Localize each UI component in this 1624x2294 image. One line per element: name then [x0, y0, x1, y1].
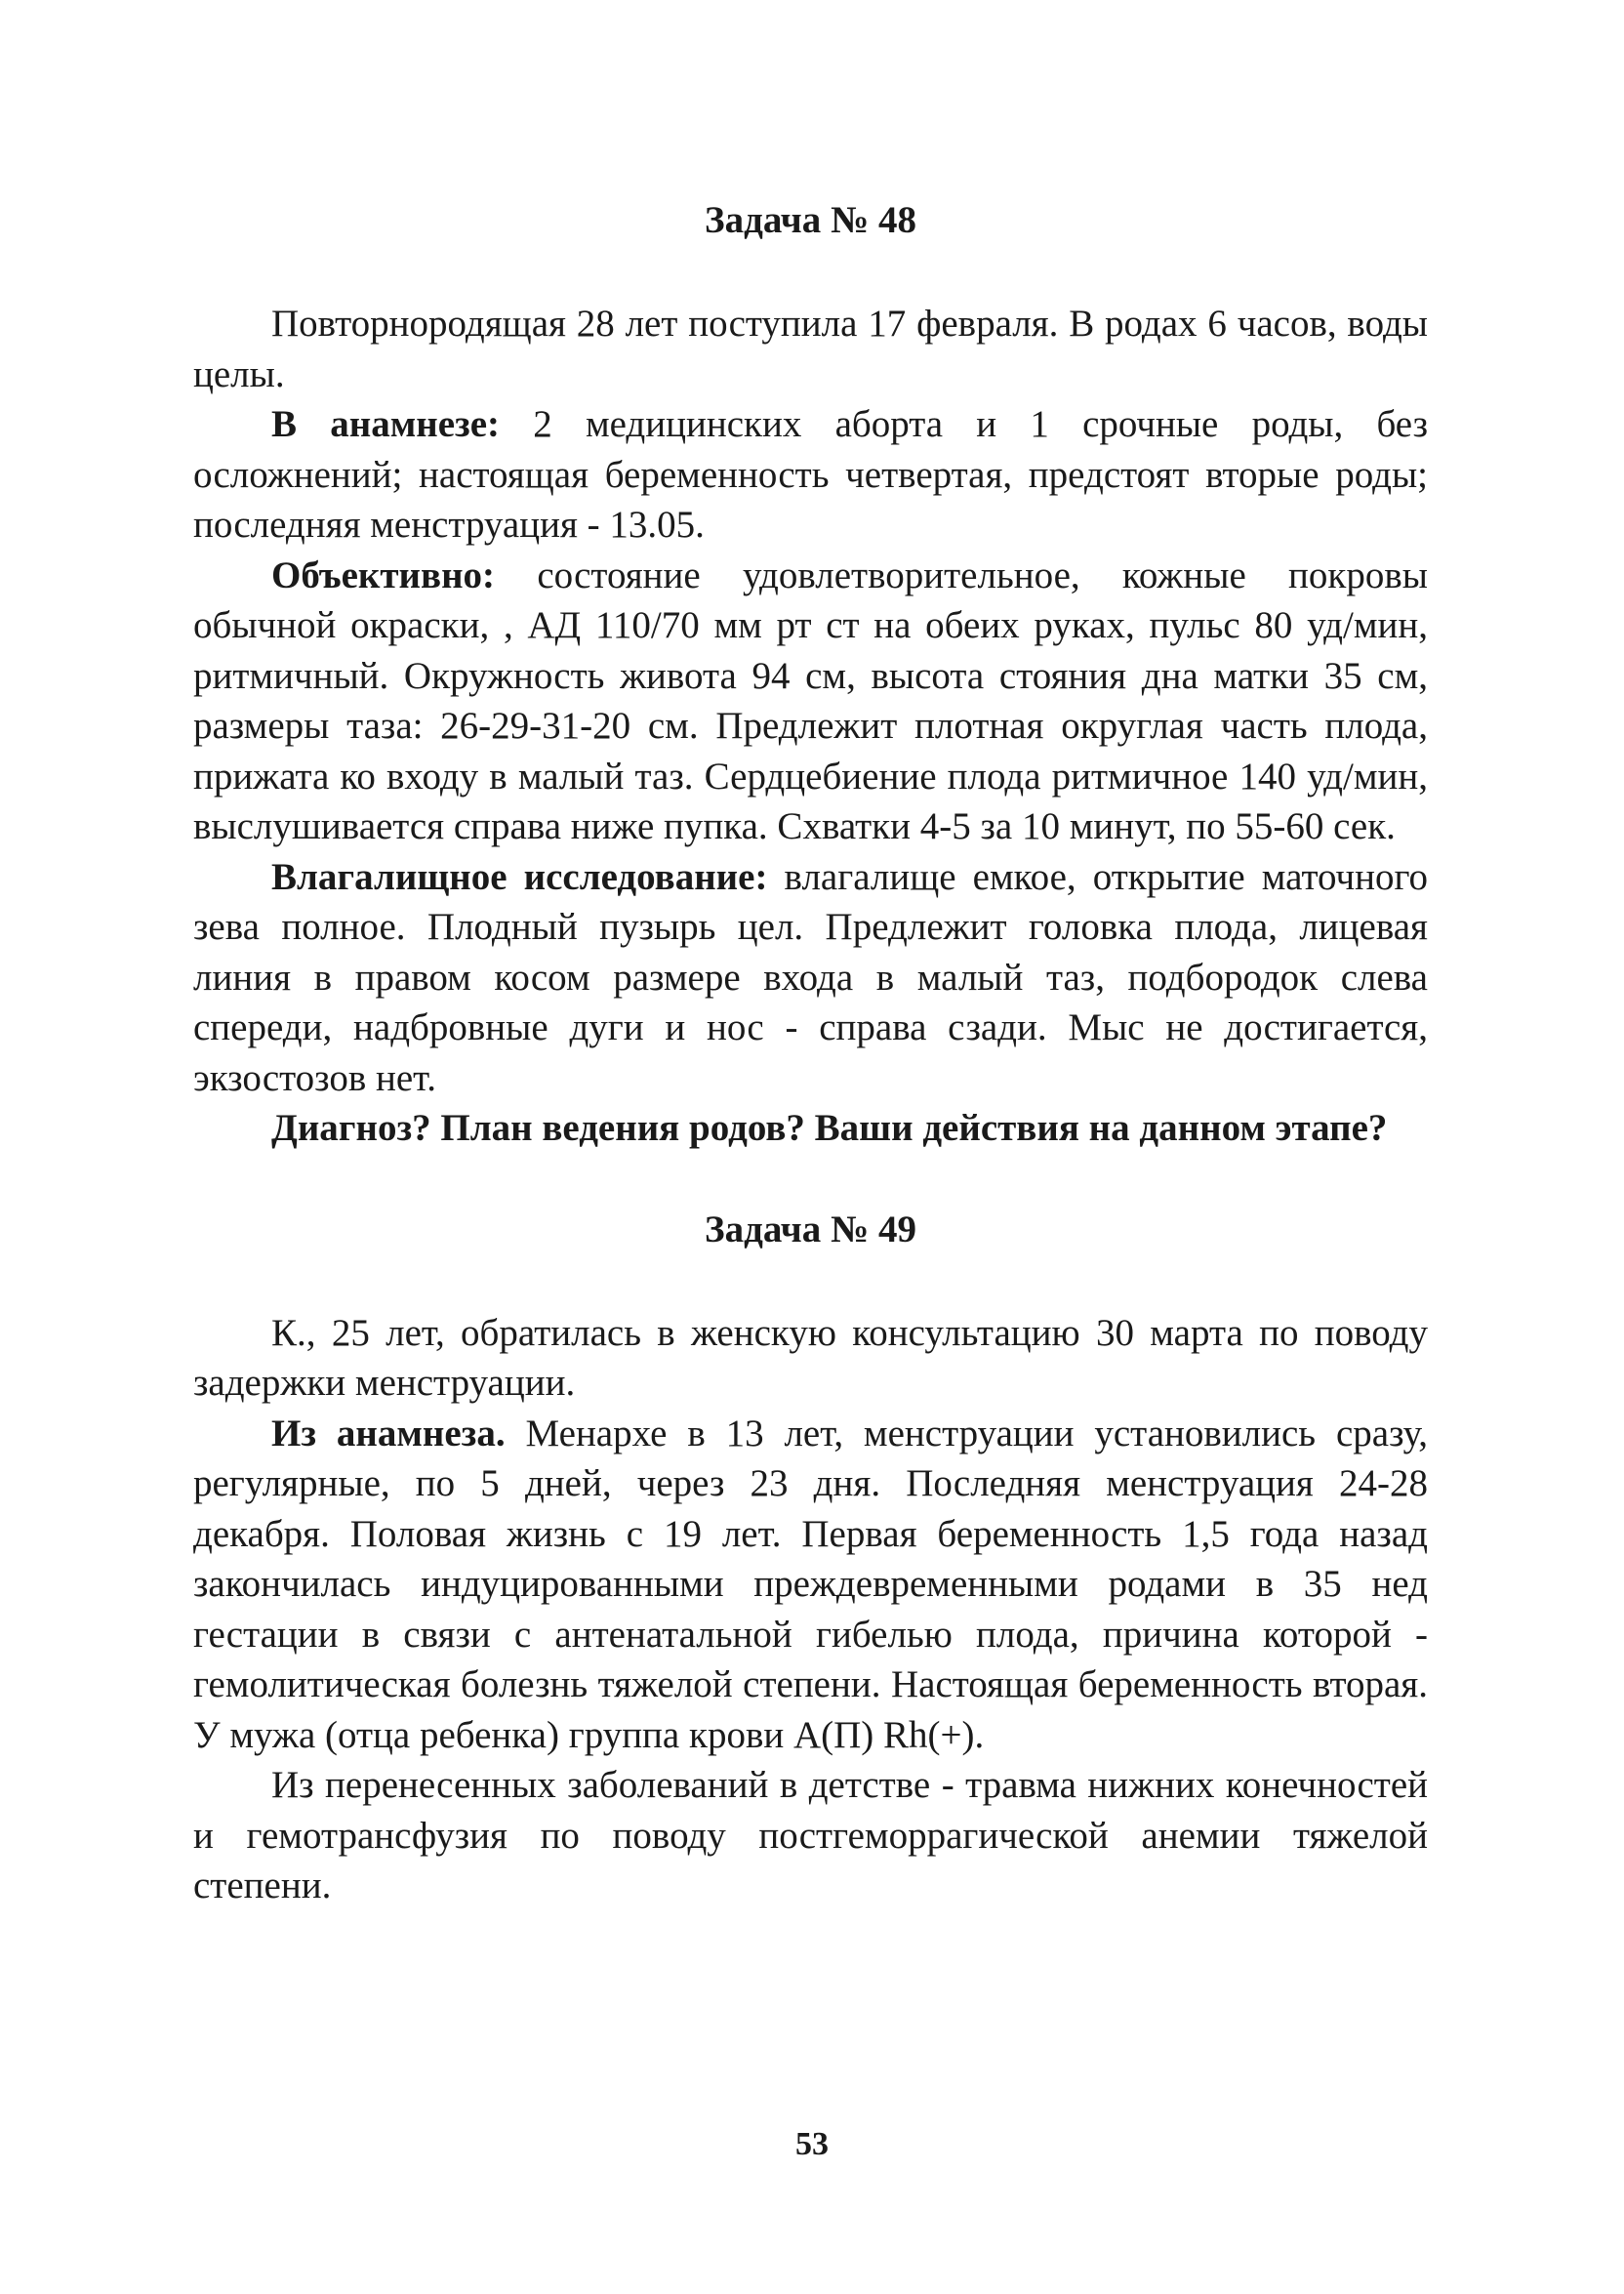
task-48-intro: Повторнородящая 28 лет поступила 17 февраля. В родах 6 часов, воды целы.: [193, 303, 1428, 395]
task-49-intro: К., 25 лет, обратилась в женскую консультацию 30 марта по поводу задержки менструации.: [193, 1311, 1428, 1404]
task-48-objective-text: состояние удовлетворительное, кожные покровы обычной окраски, , АД 110/70 мм рт ст на обеих руках, пульс 80 уд/мин, ритмичный. Окружность живота 94 см, высота стояния дна матки 35 см, размеры таза: 26-29-31-20 см. Предлежит плотная округлая часть плода, прижата ко входу в малый таз. Сердцебиение плода ритмичное 140 уд/мин, выслушивается справа ниже пупка. Схватки 4-5 за 10 минут, по 55-60 сек.: [193, 553, 1428, 847]
task-48-anamnesis-text: 2 медицинских аборта и 1 срочные роды, без осложнений; настоящая беременность четвертая, предстоят вторые роды; последняя менструация - 13.05.: [193, 403, 1428, 546]
page-number: 53: [795, 2126, 829, 2162]
task-48-objective-label: Объективно:: [271, 553, 496, 596]
task-48-question: Диагноз? План ведения родов? Ваши действия на данном этапе?: [271, 1107, 1388, 1149]
task-49-title: Задача № 49: [705, 1208, 916, 1250]
task-48-vaginal-text: влагалище емкое, открытие маточного зева полное. Плодный пузырь цел. Предлежит головка плода, лицевая линия в правом косом размере входа в малый таз, подбородок слева спереди, надбровные дуги и нос - справа сзади. Мыс не достигается, экзостозов нет.: [193, 855, 1428, 1099]
task-49-anamnesis: [193, 1409, 1428, 1761]
task-48-objective: [193, 551, 1428, 852]
task-48-vaginal-exam: [193, 852, 1428, 1104]
task-48-title: Задача № 48: [705, 199, 916, 241]
task-49-anamnesis-label: Из анамнеза.: [271, 1412, 506, 1454]
task-48-anamnesis: [193, 399, 1428, 551]
task-48-vaginal-label: Влагалищное исследование:: [271, 855, 768, 898]
task-49-anamnesis-text: Менархе в 13 лет, менструации установились сразу, регулярные, по 5 дней, через 23 дня. Последняя менструация 24-28 декабря. Половая жизнь с 19 лет. Первая беременность 1,5 года назад закончилась индуцированными преждевременными родами в 35 нед гестации в связи с антенатальной гибелью плода, причина которой - гемолитическая болезнь тяжелой степени. Настоящая беременность вторая. У мужа (отца ребенка) группа крови А(П) Rh(+).: [193, 1412, 1429, 1756]
task-48-anamnesis-label: В анамнезе:: [271, 403, 501, 445]
page-content: [193, 195, 1428, 1911]
task-49-history: Из перенесенных заболеваний в детстве - травма нижних конечностей и гемотрансфузия по поводу постгеморрагической анемии тяжелой степени.: [193, 1764, 1428, 1906]
